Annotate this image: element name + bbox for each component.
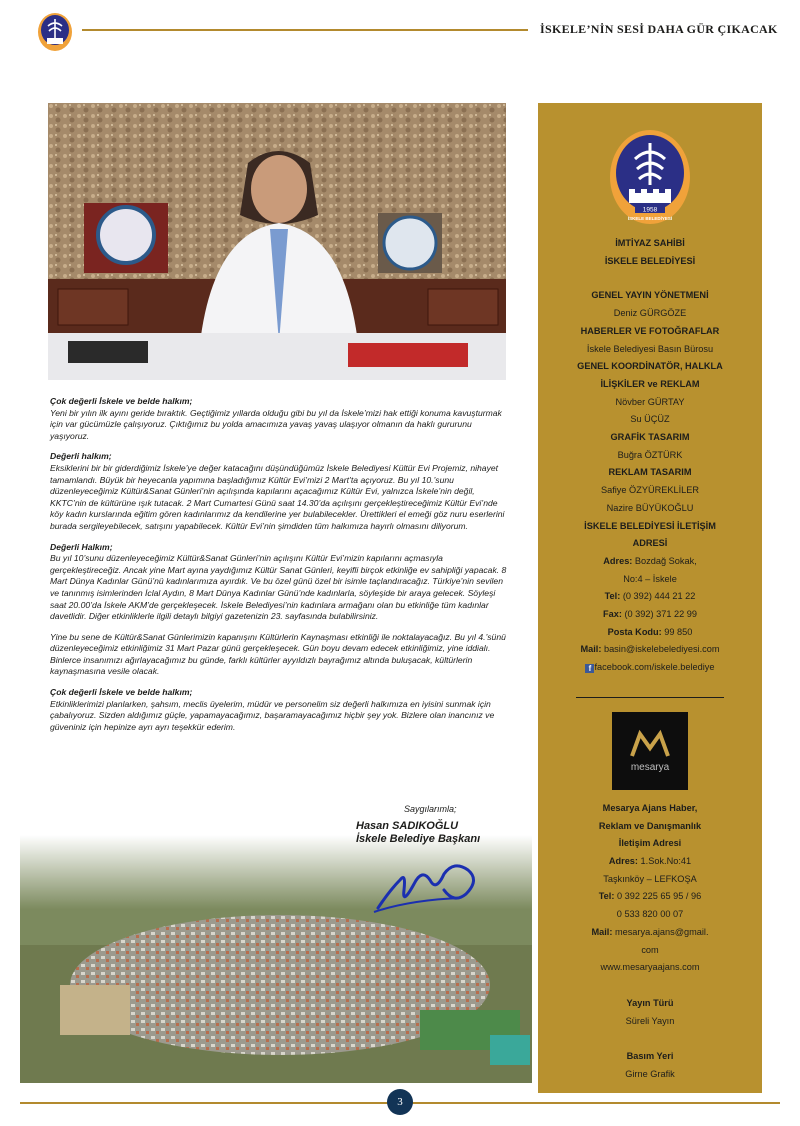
fax-value: (0 392) 371 22 99 [621, 609, 697, 620]
header-rule [82, 29, 528, 31]
email-label: Mail: [580, 644, 602, 655]
coordinator-name-2: Su ÜÇÜZ [630, 414, 670, 425]
publication-type-value: Süreli Yayın [625, 1015, 675, 1026]
paragraph-body: Etkinliklerimizi planlarken, şahsım, meclis üyelerim, müdür ve personelim siz değerli halkımıza en iyisini sunmak için çabalıyoruz. Sizden aldığımız güçle, yapamayacağımız, başaramayacağımız hiçbir şey yok. Bizlere olan inancınız ve güveniniz için hepinize ayrı ayrı teşekkür ederim. [50, 698, 495, 732]
paragraph-heading: Değerli Halkım; [50, 541, 113, 552]
paragraph [50, 687, 512, 733]
fax-line [538, 606, 762, 624]
agency-address-line-2: Taşkınköy – LEFKOŞA [603, 873, 697, 884]
paragraph [50, 542, 512, 623]
ad-design-name-2: Nazire BÜYÜKOĞLU [606, 502, 694, 513]
agency-contact-title: İletişim Adresi [618, 838, 682, 849]
agency-email-line [538, 924, 762, 942]
agency-name-2: Reklam ve Danışmanlık [598, 820, 702, 831]
phone-line [538, 588, 762, 606]
owner-name: İSKELE BELEDİYESİ [604, 255, 696, 266]
editorial-letter [50, 396, 512, 742]
ad-design-name: Safiye ÖZYÜREKLİLER [600, 485, 700, 496]
contact-label-2: ADRESİ [632, 538, 668, 549]
publication-type-label: Yayın Türü [626, 997, 674, 1008]
masthead-content [538, 235, 762, 1084]
owner-label: İMTİYAZ SAHİBİ [615, 238, 685, 248]
email-value[interactable]: basin@iskelebelediyesi.com [601, 644, 720, 655]
coordinator-name: Növber GÜRTAY [615, 396, 685, 407]
gm-label: GENEL YAYIN YÖNETMENİ [591, 290, 709, 301]
coordinator-label-2: İLİŞKİLER ve REKLAM [600, 378, 700, 389]
paragraph-body: Eksiklerini bir bir giderdiğimiz İskele’ye değer katacağını düşündüğümüz İskele Belediyesi Kültür Evi Projemiz, nihayet tamamlandı. Büyük bir heyecanla yapımına başladığımız Kültür Evi’mizi 2 Mart’ta açıyoruz. Bu yıl 10.’sunu düzenleyeceğimiz Kültür&Sanat Günleri’nin açılışında kapılarını açacağımız Kültür Evi, yalnızca İskele’nin değil, KKTC’nin de kültürüne ışık tutacak. 2 Mart Cumartesi Günü saat 14.30’da açılışını gerçekleştireceğimiz Kültür Evi’nde köy kadın kurslarında eğitim gören kadınlarımız da kendilerine yer bulabilecekler. Ürettikleri el emeği göz nuru eserlerini burada sergileyebilecek, satışını yapabilecek. Kültür Evi’nin şimdiden tüm halkımıza hayırlı olmasını diliyorum. [50, 462, 505, 531]
address-line-2: No:4 – İskele [623, 573, 677, 584]
agency-phone-label: Tel: [598, 891, 615, 902]
agency-phone-line-2: 0 533 820 00 07 [616, 909, 684, 920]
municipality-crest [609, 129, 691, 225]
paragraph-heading: Değerli halkım; [50, 451, 112, 462]
address-line [538, 553, 762, 571]
email-line [538, 641, 762, 659]
handwritten-signature [370, 850, 490, 920]
paragraph-heading: Çok değerli İskele ve belde halkım; [50, 396, 193, 406]
fax-label: Fax: [603, 609, 622, 620]
facebook-line[interactable] [538, 659, 762, 677]
graphic-design-name: Buğra ÖZTÜRK [617, 449, 683, 460]
agency-email-line-2: com [641, 944, 659, 955]
facebook-link[interactable]: facebook.com/iskele.belediye [594, 662, 715, 673]
address-label: Adres: [603, 555, 633, 566]
agency-email-label: Mail: [591, 926, 613, 937]
paragraph-body: Yine bu sene de Kültür&Sanat Günlerimizin kapanışını Kültürlerin Kaynaşması etkinliği ile noktalayacağız. Bu yıl 4.’sünü düzenleyeceğimiz etkinliğimiz 31 Mart Pazar günü gerçekleşecek. Gün boyu devam edecek etkinliğimiz, yine iddialı. Binlerce insanımızı ağırlayacağımız bu günde, farklı kültürler ayyıldızlı bayrağımız altında buluşacak, kültürlerin kaynaşmasına vesile olacak. [50, 631, 506, 677]
agency-address-label: Adres: [608, 855, 638, 866]
agency-address-value: 1.Sok.No:41 [637, 855, 692, 866]
postal-value: 99 850 [661, 626, 693, 637]
phone-value: (0 392) 444 21 22 [620, 591, 696, 602]
agency-phone-value: 0 392 225 65 95 / 96 [614, 891, 702, 902]
paragraph [50, 632, 512, 678]
page-number: 3 [387, 1089, 413, 1115]
agency-logo-mark [612, 712, 688, 790]
agency-logo [612, 712, 688, 790]
print-place-label: Basım Yeri [626, 1051, 674, 1062]
signer-block [356, 820, 480, 846]
municipality-logo [36, 12, 74, 52]
coordinator-label: GENEL KOORDİNATÖR, HALKLA [577, 361, 723, 372]
paragraph-body: Bu yıl 10’sunu düzenleyeceğimiz Kültür&Sanat Günleri’nin açılışını Kültür Evi’mizin kapılarını açmasıyla gerçekleştireceğiz. Ancak yine Mart ayına yaydığımız Kültür Sanat Günleri, keyifli birçok etkinliğe ev sahipliği yapacak. 8 Mart Dünya Kadınlar Günü’nü kadınlarımıza ayırdık. Ve bu özel günü özel bir isimle taçlandıracağız. Türkiye’nin sevilen ve tanınmış isimlerinden İclal Aydın, 8 Mart Dünya Kadınlar Günü’nde kadınlarla, söyleşide bir araya gelecek. Söyleşi saat 20.00’da İskele AKM’de gerçekleşecek. İskele Belediyesi’nin kadınlara armağanı olan bu etkinliğe tüm kadınlar davetlidir. Diğer etkinliklerle ilgili detaylı bilgiyi gazetenizin 23. sayfasında bulabilirsiniz. [50, 553, 507, 622]
closing-greeting: Saygılarımla; [404, 804, 457, 814]
phone-label: Tel: [604, 591, 621, 602]
contact-label: İSKELE BELEDİYESİ İLETİŞİM [584, 520, 716, 531]
masthead-sidebar [538, 103, 762, 1093]
paragraph-body: Yeni bir yılın ilk ayını geride bıraktık. Geçtiğimiz yıllarda olduğu gibi bu yıl da İskele’mizi hak ettiği konuma kavuşturmak için var gücümüzle çalışıyoruz. Çıktığımız bu yolda amacımıza yavaş yavaş ulaşıyor olmanın da haklı gururunu yaşıyoruz. [50, 407, 502, 441]
mayor-office-photo [48, 103, 506, 380]
paragraph-heading: Çok değerli İskele ve belde halkım; [50, 687, 193, 698]
graphic-design-label: GRAFİK TASARIM [610, 432, 690, 443]
address-value: Bozdağ Sokak, [632, 555, 697, 566]
page-header-title: İSKELE’NİN SESİ DAHA GÜR ÇIKACAK [540, 22, 778, 36]
signer-title: İskele Belediye Başkanı [356, 833, 481, 845]
paragraph [50, 396, 512, 442]
gm-name: Deniz GÜRGÖZE [613, 308, 687, 319]
crest-year: 1958 [642, 206, 658, 214]
agency-email-value[interactable]: mesarya.ajans@gmail. [612, 926, 709, 937]
agency-phone-line [538, 888, 762, 906]
postal-label: Posta Kodu: [607, 626, 662, 637]
signer-name: Hasan SADIKOĞLU [356, 820, 459, 832]
news-label: HABERLER VE FOTOĞRAFLAR [580, 325, 720, 336]
facebook-icon: f [585, 664, 594, 673]
paragraph [50, 451, 512, 532]
news-name: İskele Belediyesi Basın Bürosu [586, 343, 714, 354]
ad-design-label: REKLAM TASARIM [608, 467, 692, 478]
print-place-value: Girne Grafik [625, 1069, 675, 1080]
agency-website[interactable]: www.mesaryaajans.com [600, 962, 700, 973]
agency-logo-text: mesarya [630, 761, 670, 773]
sidebar-divider [576, 697, 724, 698]
postal-line [538, 624, 762, 642]
agency-name: Mesarya Ajans Haber, [602, 802, 698, 813]
agency-address-line [538, 853, 762, 871]
crest-name: İSKELE BELEDİYESİ [627, 216, 673, 221]
